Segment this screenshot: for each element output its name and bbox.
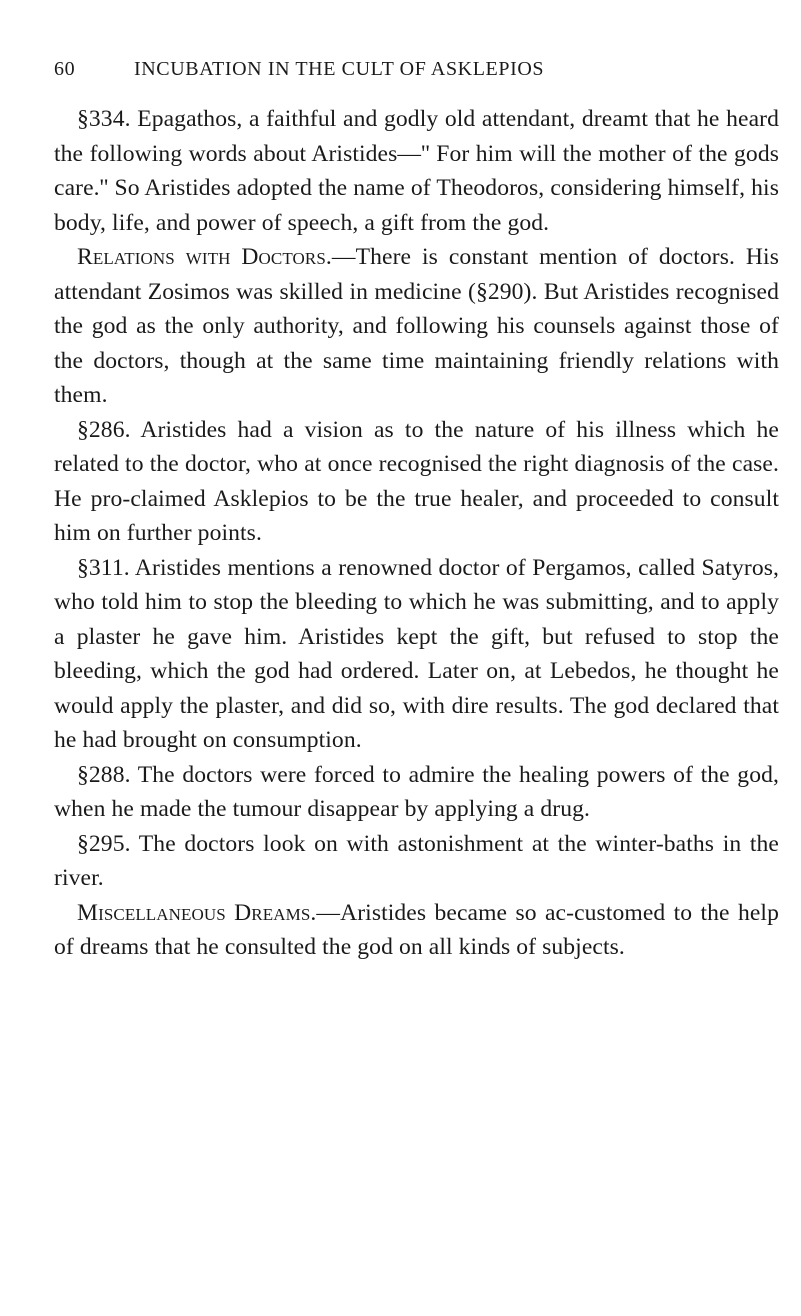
paragraph-relations-with-doctors — [54, 240, 779, 413]
paragraph-text: §311. Aristides mentions a renowned doctor of Pergamos, called Satyros, who told him to stop the bleeding to which he was submitting, and to apply a plaster he gave him. Aristides kept the gift, but refused to stop the bleeding, which the god had ordered. Later on, at Lebedos, he thought he would apply the plaster, and did so, with dire results. The god declared that he had brought on consumption. — [54, 554, 779, 753]
paragraph-288 — [54, 758, 779, 827]
book-page — [54, 58, 779, 965]
paragraph-286 — [54, 413, 779, 551]
paragraph-334 — [54, 102, 779, 240]
paragraph-text: §295. The doctors look on with astonishment at the winter-baths in the river. — [54, 830, 779, 891]
section-heading-miscellaneous: Miscellaneous Dreams. — [77, 899, 317, 926]
paragraph-295 — [54, 827, 779, 896]
running-head — [54, 58, 779, 98]
paragraph-miscellaneous-dreams — [54, 896, 779, 965]
paragraph-text: §288. The doctors were forced to admire the healing powers of the god, when he made the tumour disappear by applying a drug. — [54, 761, 779, 822]
paragraph-text: §334. Epagathos, a faithful and godly old attendant, dreamt that he heard the following words about Aristides—'' For him will the mother of the gods care.'' So Aristides adopted the name of Theodoros, considering himself, his body, life, and power of speech, a gift from the god. — [54, 106, 779, 236]
running-title: INCUBATION IN THE CULT OF ASKLEPIOS — [134, 58, 545, 80]
paragraph-text: §286. Aristides had a vision as to the nature of his illness which he related to the doctor, who at once recognised the right diagnosis of the case. He pro-claimed Asklepios to be the true healer, and proceeded to consult him on further points. — [54, 416, 779, 546]
paragraph-text: —Aristides became so ac-customed to the help of dreams that he consulted the god on all kinds of subjects. — [54, 899, 779, 960]
section-heading-relations: Relations with Doctors. — [77, 244, 332, 270]
page-number: 60 — [54, 58, 76, 80]
body-text — [54, 102, 779, 965]
paragraph-311 — [54, 551, 779, 758]
paragraph-text: —There is constant mention of doctors. His attendant Zosimos was skilled in medicine (§290). But Aristides recognised the god as the only authority, and following his counsels against those of the doctors, though at the same time maintaining friendly relations with them. — [54, 244, 779, 408]
